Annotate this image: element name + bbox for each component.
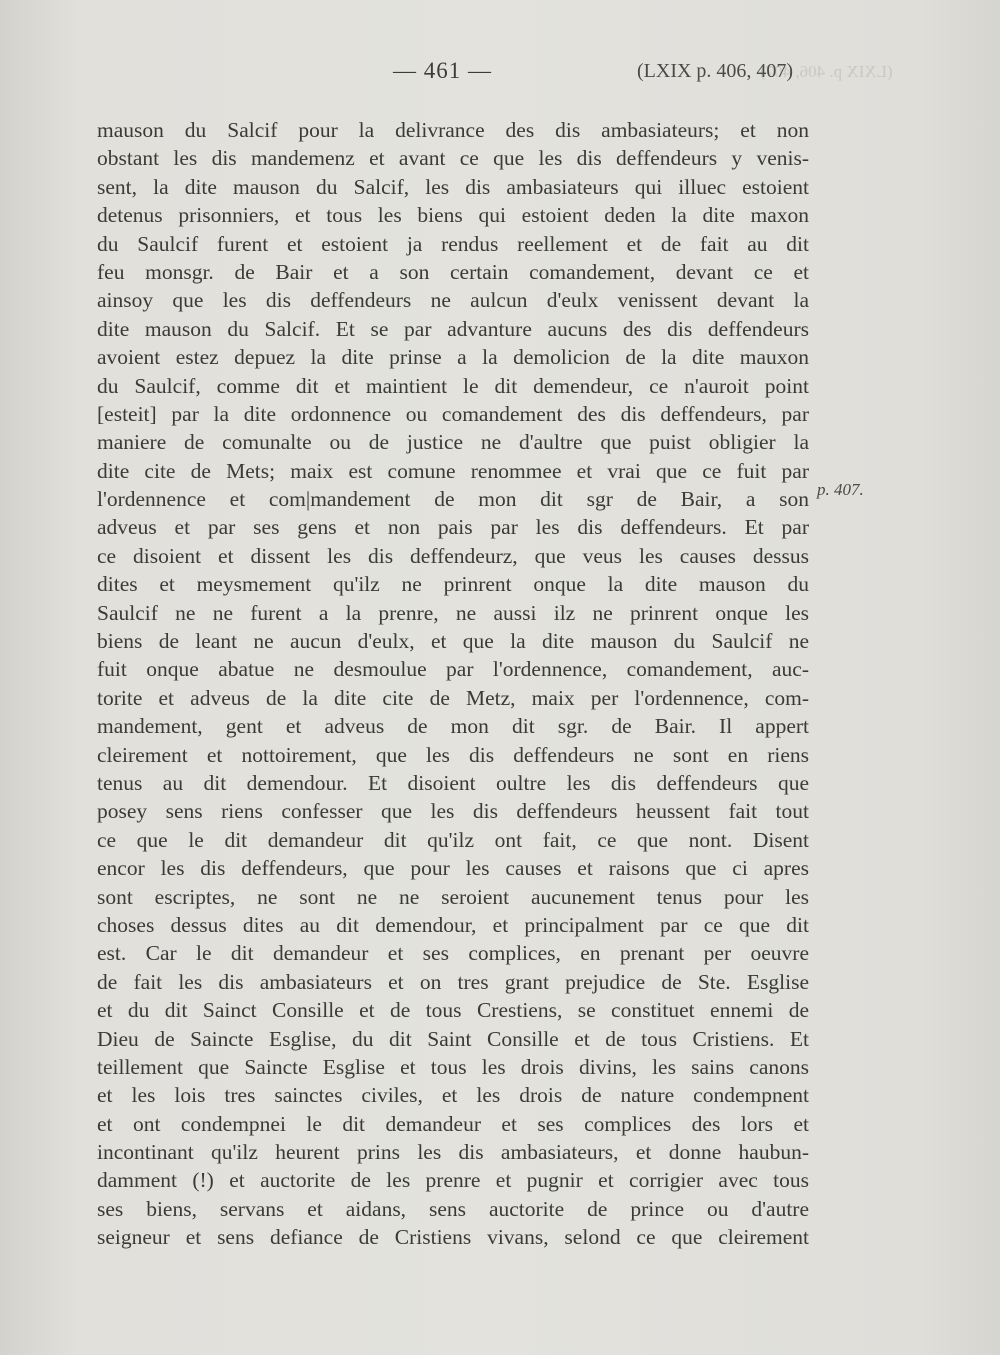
text-line: ainsoy que les dis deffendeurs ne aulcun d'eulx venissent devant la bbox=[97, 288, 809, 313]
page-number: — 461 — bbox=[393, 58, 492, 83]
text-line: mandement, gent et adveus de mon dit sgr. de Bair. Il appert bbox=[97, 714, 809, 739]
text-line: fuit onque abatue ne desmoulue par l'ordennence, comandement, auc- bbox=[97, 657, 809, 682]
text-line: detenus prisonniers, et tous les biens qui estoient deden la dite maxon bbox=[97, 203, 809, 228]
text-line: est. Car le dit demandeur et ses complices, en prenant per oeuvre bbox=[97, 941, 809, 966]
text-line: avoient estez depuez la dite prinse a la demolicion de la dite mauxon bbox=[97, 345, 809, 370]
text-line: teillement que Saincte Esglise et tous les drois divins, les sains canons bbox=[97, 1054, 809, 1079]
text-line: et ont condempnei le dit demandeur et ses complices des lors et bbox=[97, 1111, 809, 1136]
text-line: [esteit] par la dite ordonnence ou comandement des dis deffendeurs, par bbox=[97, 401, 809, 426]
bleed-through-text: (LXIX p. 406, 407) bbox=[760, 62, 893, 81]
text-line: obstant les dis mandemenz et avant ce que les dis deffendeurs y venis- bbox=[97, 146, 809, 171]
source-reference: (LXIX p. 406, 407) bbox=[637, 60, 794, 82]
text-line: ce que le dit demandeur dit qu'ilz ont fait, ce que nont. Disent bbox=[97, 827, 809, 852]
text-line: l'ordennence et com|mandement de mon dit sgr de Bair, a son bbox=[97, 487, 809, 512]
text-line: et les lois tres sainctes civiles, et les drois de nature condempnent bbox=[97, 1083, 809, 1108]
text-line: mauson du Salcif pour la delivrance des dis ambasiateurs; et non bbox=[97, 118, 809, 142]
text-line: torite et adveus de la dite cite de Metz, maix per l'ordennence, com- bbox=[97, 685, 809, 710]
text-line: cleirement et nottoirement, que les dis deffendeurs ne sont en riens bbox=[97, 742, 809, 767]
text-line: et du dit Sainct Consille et de tous Crestiens, se constituet ennemi de bbox=[97, 998, 809, 1023]
text-line: Saulcif ne ne furent a la prenre, ne aussi ilz ne prinrent onque les bbox=[97, 600, 809, 625]
text-line: sent, la dite mauson du Salcif, les dis ambasiateurs qui illuec estoient bbox=[97, 174, 809, 199]
text-line: Dieu de Saincte Esglise, du dit Saint Consille et de tous Cristiens. Et bbox=[97, 1026, 809, 1051]
text-line: dite mauson du Salcif. Et se par advanture aucuns des dis deffendeurs bbox=[97, 316, 809, 341]
text-line: dites et meysmement qu'ilz ne prinrent onque la dite mauson du bbox=[97, 572, 809, 597]
text-line: maniere de comunalte ou de justice ne d'aultre que puist obligier la bbox=[97, 430, 809, 455]
text-line: sont escriptes, ne sont ne ne seroient aucunement tenus pour les bbox=[97, 884, 809, 909]
text-line: seigneur et sens defiance de Cristiens vivans, selond ce que cleirement bbox=[97, 1225, 809, 1250]
text-line: dite cite de Mets; maix est comune renommee et vrai que ce fuit par bbox=[97, 458, 809, 483]
text-line: incontinant qu'ilz heurent prins les dis ambasiateurs, et donne haubun- bbox=[97, 1140, 809, 1165]
text-line: ses biens, servans et aidans, sens auctorite de prince ou d'autre bbox=[97, 1196, 809, 1221]
text-line: posey sens riens confesser que les dis deffendeurs heussent fait tout bbox=[97, 799, 809, 824]
body-text bbox=[97, 116, 809, 1252]
text-line: du Saulcif, comme dit et maintient le dit demendeur, ce n'auroit point bbox=[97, 373, 809, 398]
text-line: feu monsgr. de Bair et a son certain comandement, devant ce et bbox=[97, 259, 809, 284]
text-line: damment (!) et auctorite de les prenre et pugnir et corrigier avec tous bbox=[97, 1168, 809, 1193]
text-line: tenus au dit demendour. Et disoient oultre les dis deffendeurs que bbox=[97, 770, 809, 795]
text-line: biens de leant ne aucun d'eulx, et que la dite mauson du Saulcif ne bbox=[97, 629, 809, 654]
text-line: ce disoient et dissent les dis deffendeurz, que veus les causes dessus bbox=[97, 543, 809, 568]
text-line: encor les dis deffendeurs, que pour les causes et raisons que ci apres bbox=[97, 856, 809, 881]
page-header bbox=[0, 54, 1000, 88]
text-line: de fait les dis ambasiateurs et on tres grant prejudice de Ste. Esglise bbox=[97, 969, 809, 994]
text-line: choses dessus dites au dit demendour, et principalment par ce que dit bbox=[97, 912, 809, 937]
text-line: du Saulcif furent et estoient ja rendus reellement et de fait au dit bbox=[97, 231, 809, 256]
margin-page-marker: p. 407. bbox=[817, 480, 864, 499]
text-line: adveus et par ses gens et non pais par les dis deffendeurs. Et par bbox=[97, 515, 809, 540]
